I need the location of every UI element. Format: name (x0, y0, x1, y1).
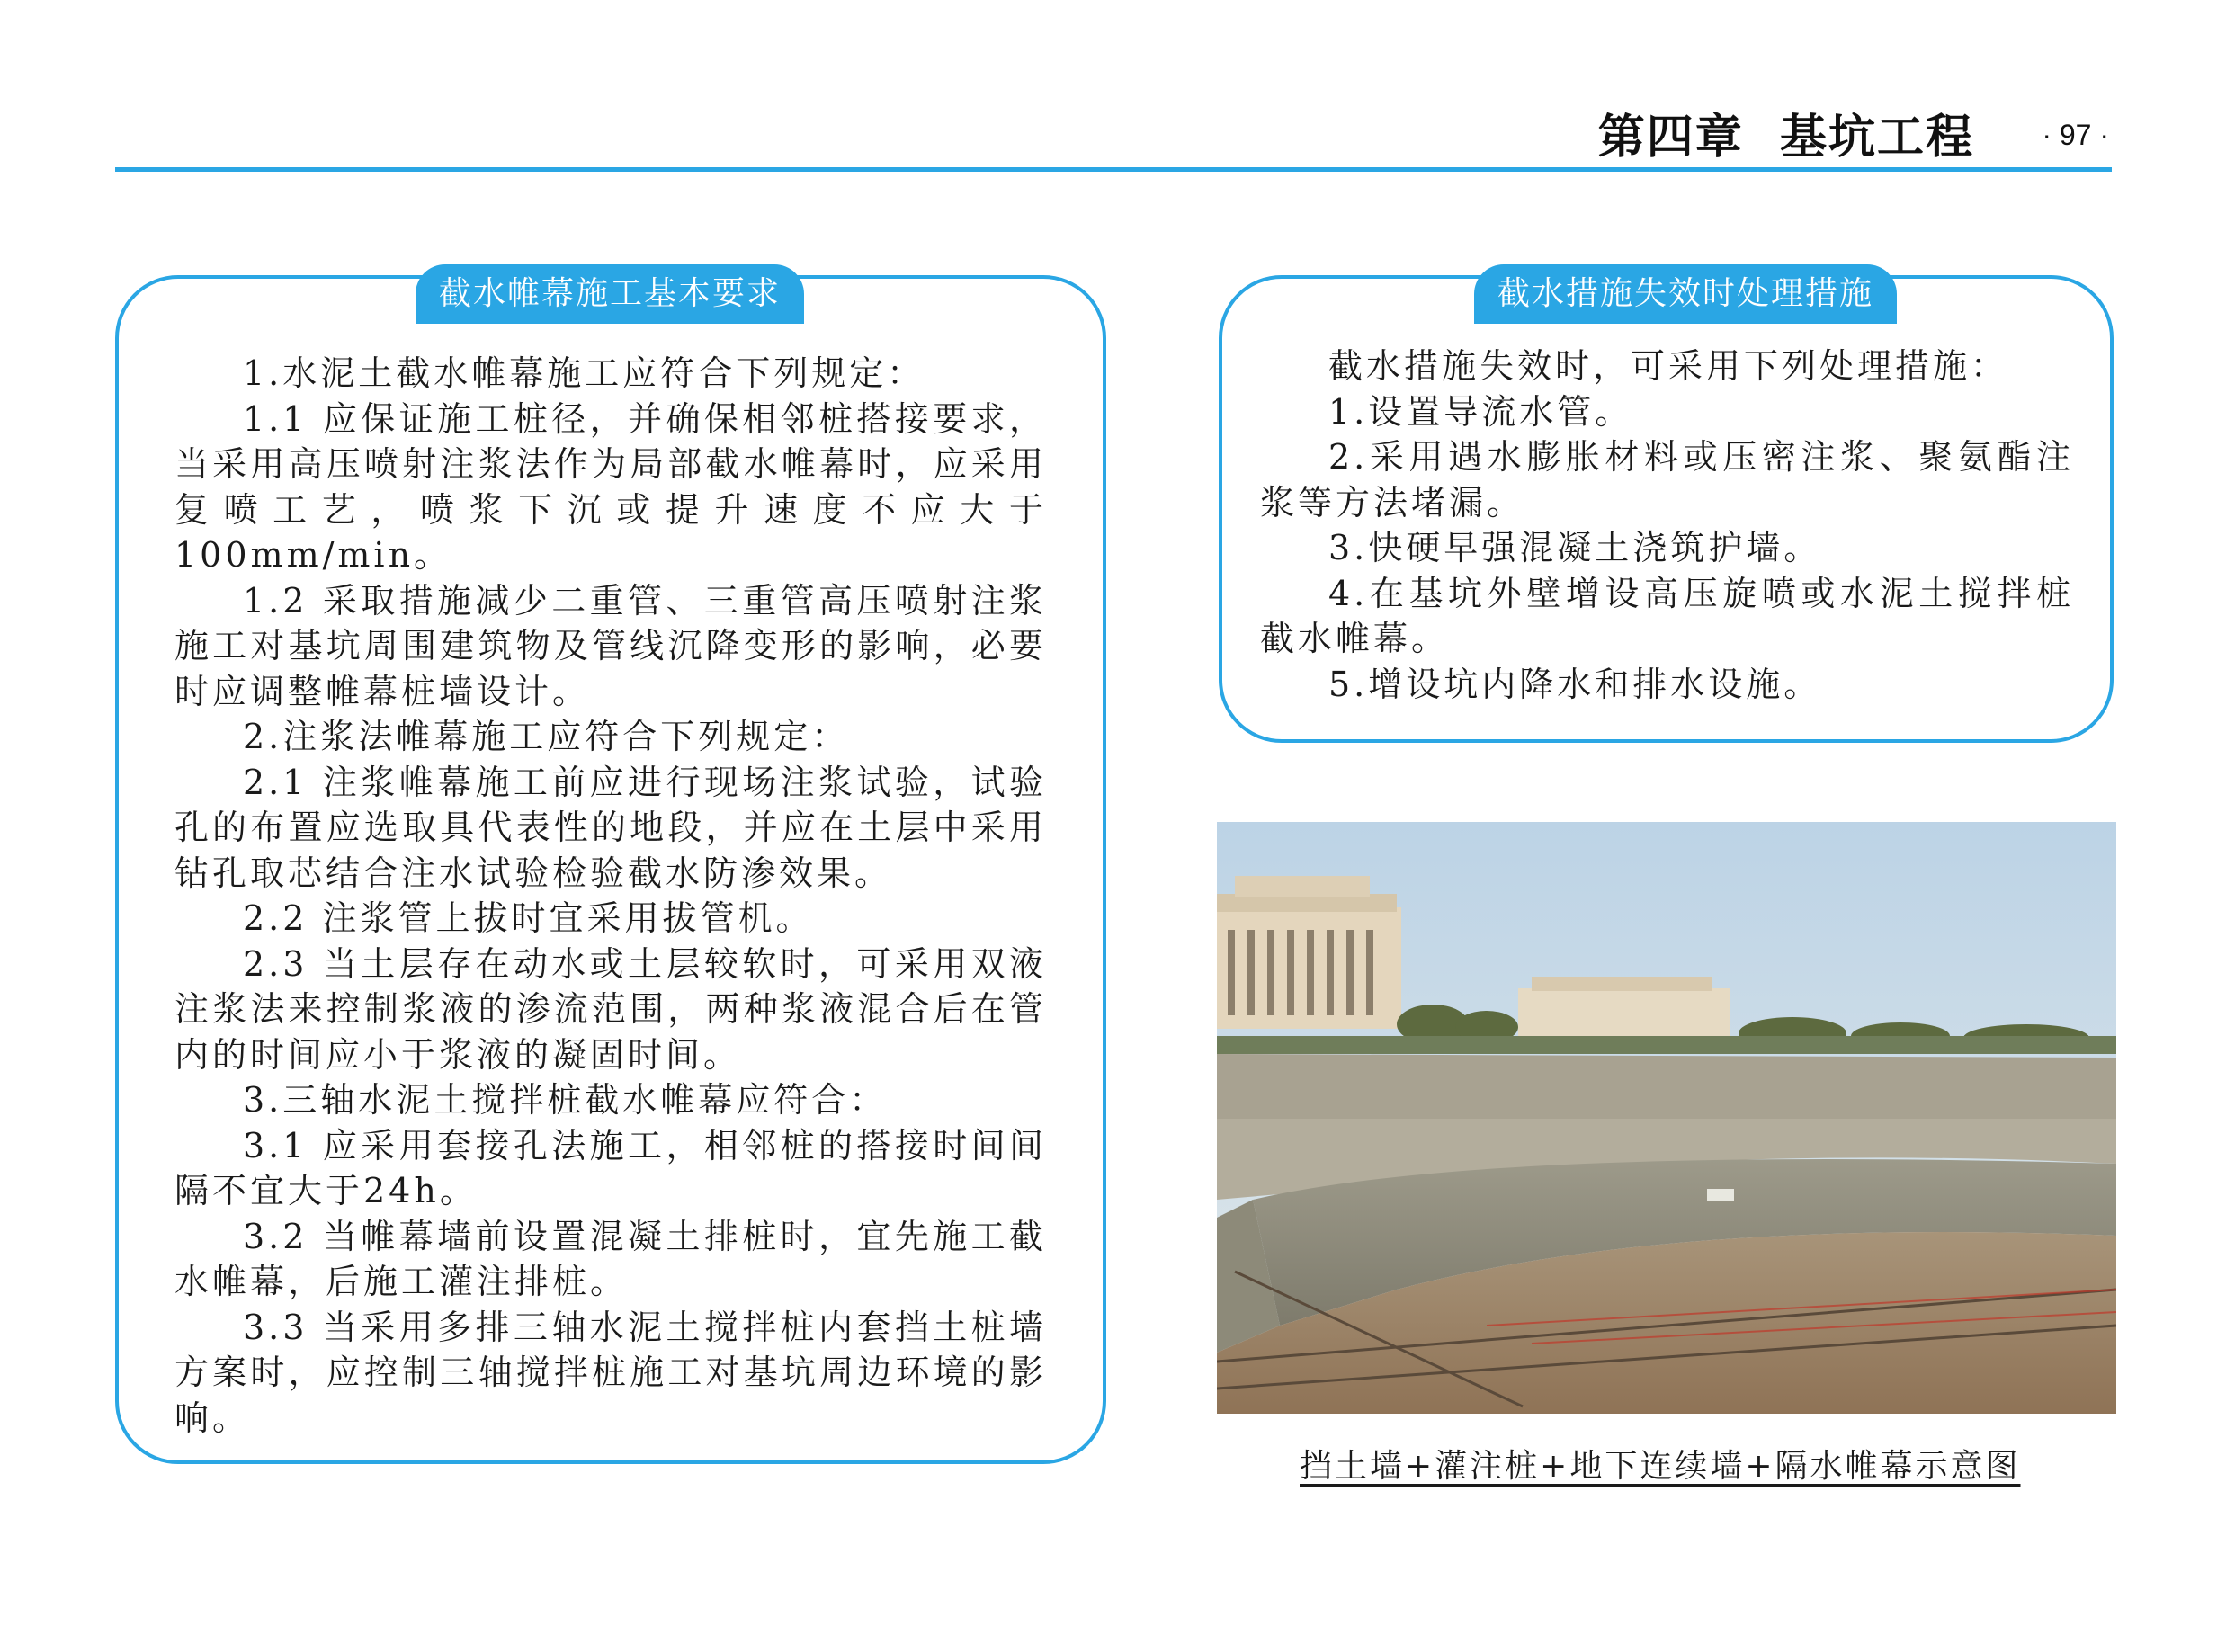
paragraph: 1.设置导流水管。 (1328, 391, 1633, 432)
paragraph: 2.注浆法帷幕施工应符合下列规定： (243, 717, 850, 756)
paragraph: 1.2 采取措施减少二重管、三重管高压喷射注浆施工对基坑周围建筑物及管线沉降变形的影响，必要时应调整帷幕桩墙设计。 (174, 580, 1047, 711)
paragraph: 5.增设坑内降水和排水设施。 (1328, 664, 1822, 704)
right-panel-body (1260, 344, 2074, 707)
paragraph: 3.三轴水泥土搅拌桩截水帷幕应符合： (243, 1080, 888, 1120)
paragraph: 3.3 当采用多排三轴水泥土搅拌桩内套挡土桩墙方案时，应控制三轴搅拌桩施工对基坑周边环境的影响。 (174, 1307, 1047, 1438)
paragraph: 2.2 注浆管上拔时宜采用拔管机。 (243, 898, 814, 938)
paragraph: 2.采用遇水膨胀材料或压密注浆、聚氨酯注浆等方法堵漏。 (1260, 437, 2074, 522)
paragraph: 截水措施失效时，可采用下列处理措施： (1328, 346, 2009, 386)
page-number: · 97 · (2042, 119, 2109, 151)
left-panel-body (174, 351, 1047, 1441)
chapter-label: 第四章 (1597, 111, 1744, 165)
header-title (1598, 99, 1974, 166)
paragraph: 3.快硬早强混凝土浇筑护墙。 (1328, 528, 1822, 567)
left-panel-title-badge: 截水帷幕施工基本要求 (416, 264, 804, 324)
paragraph: 2.1 注浆帷幕施工前应进行现场注浆试验，试验孔的布置应选取具代表性的地段，并应在土层中采用钻孔取芯结合注水试验检验截水防渗效果。 (174, 762, 1047, 893)
header-rule (115, 167, 2112, 172)
paragraph: 1.1 应保证施工桩径，并确保相邻桩搭接要求，当采用高压喷射注浆法作为局部截水帷幕时，应采用复喷工艺，喷浆下沉或提升速度不应大于100mm/min。 (174, 398, 1047, 575)
paragraph: 3.1 应采用套接孔法施工，相邻桩的搭接时间间隔不宜大于24h。 (174, 1125, 1047, 1210)
paragraph: 4.在基坑外壁增设高压旋喷或水泥土搅拌桩截水帷幕。 (1260, 573, 2074, 658)
right-panel (1219, 275, 2114, 743)
paragraph: 1.水泥土截水帷幕施工应符合下列规定： (243, 353, 925, 393)
figure-caption: 挡土墙+灌注桩+地下连续墙+隔水帷幕示意图 (1300, 1448, 2021, 1485)
excavation-site-photo (1217, 822, 2116, 1414)
paragraph: 3.2 当帷幕墙前设置混凝土排桩时，宜先施工截水帷幕，后施工灌注排桩。 (174, 1216, 1047, 1301)
left-panel (115, 275, 1106, 1464)
right-panel-title-badge: 截水措施失效时处理措施 (1474, 264, 1897, 324)
section-label: 基坑工程 (1779, 111, 1974, 165)
paragraph: 2.3 当土层存在动水或土层较软时，可采用双液注浆法来控制浆液的渗流范围，两种浆液混合后在管内的时间应小于浆液的凝固时间。 (174, 943, 1047, 1075)
